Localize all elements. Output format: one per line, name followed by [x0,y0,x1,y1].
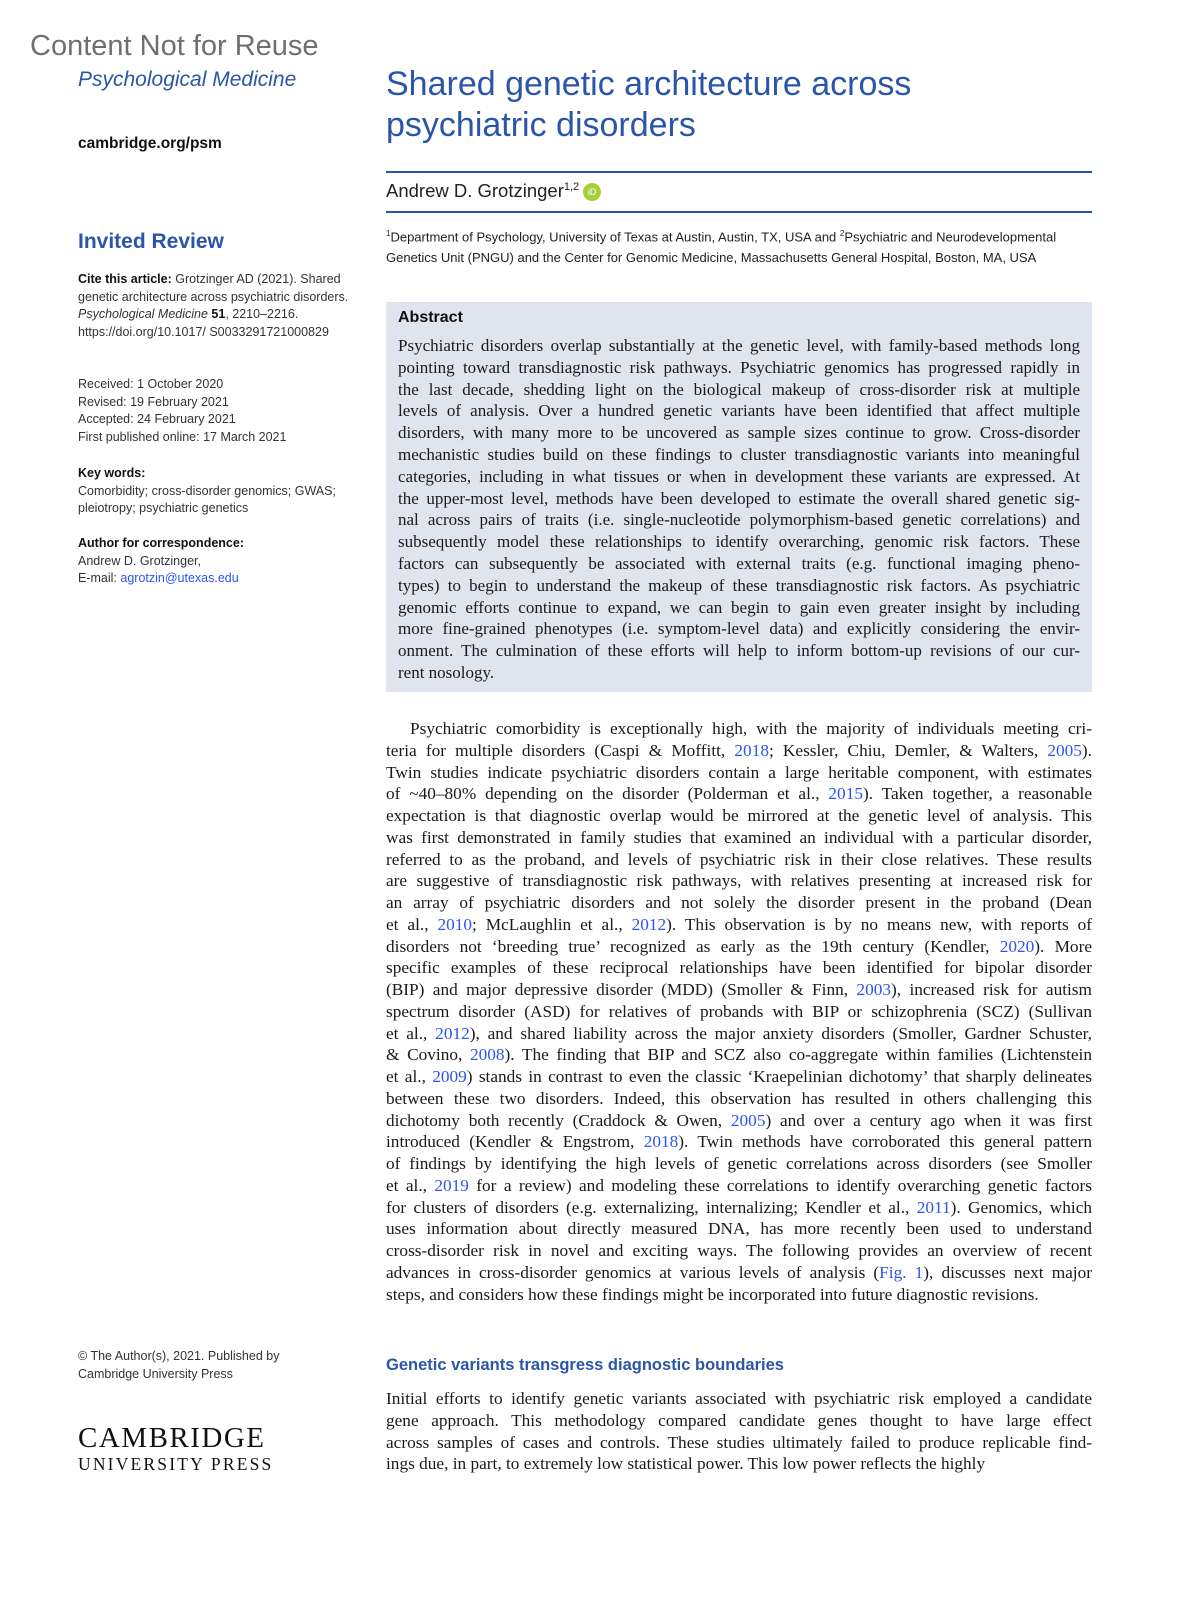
correspondence-label: Author for correspondence: [78,536,244,550]
citation-link[interactable]: 2009 [432,1067,467,1086]
text-line: onment. The culmination of these efforts will help to inform bottom-up revisions of our cur- [398,641,1080,661]
citation-link[interactable]: 2008 [469,1045,505,1065]
text-line: between these two disorders. Indeed, this observation has resulted in others challenging this [386,1088,1092,1108]
citation-link[interactable]: 2010 [437,914,473,934]
text-line: the last decade, shedding light on the biological makeup of cross-disorder risk at multiple [398,379,1080,399]
text-line: across samples of cases and controls. These studies ultimately failed to produce replicable find- [386,1432,1092,1452]
text-line: genomic efforts continue to expand, we can begin to gain even greater insight by including [398,597,1080,617]
text-line: specific examples of these reciprocal relationships have been identified for bipolar disorder [386,958,1092,978]
text-line: advances in cross-disorder genomics at various levels of analysis (Fig. 1), discusses next major [386,1262,1093,1282]
text-line: are suggestive of transdiagnostic risk pathways, with relatives presenting at increased risk for [386,871,1092,891]
text-line: Psychiatric comorbidity is exceptionally high, with the majority of individuals meeting cri- [410,719,1092,738]
cite-label: Cite this article: [78,272,172,286]
affil-2: Psychiatric and Neurodevelopmental Genetics Unit (PNGU) and the Center for Genomic Medicine, Massachusetts General Hospital, Boston, MA, USA [386,229,1057,265]
citation-link[interactable]: 2012 [435,1023,470,1043]
journal-name: Psychological Medicine [78,68,297,91]
email-label: E-mail: [78,571,121,585]
text-line: subsequently model these relationships to identify overarching, genomic risk factors. These [398,532,1080,552]
text-line: & Covino, 2008). The finding that BIP and SCZ also co-aggregate within families (Lichtenstein [386,1045,1092,1065]
affiliations [386,224,1092,268]
author [386,180,601,202]
published-date: First published online: 17 March 2021 [78,429,287,444]
text-line: of ~40–80% depending on the disorder (Polderman et al., 2015). Taken together, a reasonable [386,784,1092,804]
citation [78,271,363,341]
text-line: referred to as the proband, and levels of psychiatric risk in their close relatives. These results [386,849,1092,869]
citation-link[interactable]: 2005 [730,1110,766,1130]
title-line: Shared genetic architecture across [386,65,912,103]
text-line: categories, including in what tissues or when in development these variants are expressed. At [398,466,1080,486]
text-line: (BIP) and major depressive disorder (MDD) (Smoller & Finn, 2003), increased risk for autism [386,980,1092,999]
text-line: levels of analysis. Over a hundred genetic variants have been identified that affect multiple [398,401,1080,421]
accepted-date: Accepted: 24 February 2021 [78,412,236,426]
affil-sup: 1 [386,229,391,238]
text-line: steps, and considers how these findings might be incorporated into future diagnostic revisions. [386,1284,1039,1304]
text-line: the upper-most level, methods have been developed to estimate the overall shared genetic sig- [398,488,1080,508]
publisher-logo [78,1422,273,1475]
author-name[interactable]: Andrew D. Grotzinger [386,180,564,201]
citation-link[interactable]: 2018 [643,1132,679,1152]
text-line: Initial efforts to identify genetic variants associated with psychiatric risk employed a candidate [386,1389,1092,1408]
cite-text: Grotzinger AD (2021). Shared genetic architecture across psychiatric disorders. [78,272,349,304]
text-line: nal across pairs of traits (i.e. single-nucleotide polymorphism-based genetic correlations) and [398,510,1080,530]
text-line: introduced (Kendler & Engstrom, 2018). Twin methods have corroborated this general pattern [386,1132,1092,1152]
keywords-text: Comorbidity; cross-disorder genomics; GWAS; pleiotropy; psychiatric genetics [78,483,336,515]
citation-link[interactable]: 2019 [434,1175,469,1195]
revised-date: Revised: 19 February 2021 [78,394,229,409]
citation-link[interactable]: 2003 [856,980,891,999]
body-text [386,718,1092,1305]
text-line: disorders, with many more to be uncovered as sample sizes continue to grow. Cross-disorder [398,423,1080,443]
keywords-label: Key words: [78,466,146,480]
abstract-text [398,335,1080,684]
author-affil-sup: 1,2 [563,180,580,193]
text-line: mechanistic studies build on these findings to cluster transdiagnostic variants into meaningful [398,444,1080,464]
received-date: Received: 1 October 2020 [78,377,224,391]
citation-link[interactable]: Fig. 1 [879,1262,924,1282]
text-line: for clusters of disorders (e.g. externalizing, internalizing; Kendler et al., 2011). Genomics, which [386,1197,1093,1217]
text-line: Twin studies indicate psychiatric disorders contain a large heritable component, with estimates [386,762,1092,782]
text-line: et al., 2009) stands in contrast to even the classic ‘Kraepelinian dichotomy’ that sharply delineates [386,1067,1093,1086]
orcid-icon[interactable]: iD [583,183,601,201]
logo-line: UNIVERSITY PRESS [78,1454,274,1474]
text-line: cross-disorder risk in novel and exciting ways. The following provides an overview of recent [386,1241,1092,1260]
keywords [78,465,363,518]
text-line: factors can subsequently be associated with external traits (e.g. functional imaging pheno- [398,553,1080,573]
text-line: spectrum disorder (ASD) for relatives of probands with BIP or schizophrenia (SCZ) (Sullivan [386,1001,1092,1021]
article-type: Invited Review [78,230,224,253]
citation-link[interactable]: 2020 [999,936,1035,956]
journal-site[interactable]: cambridge.org/psm [78,135,222,152]
text-line: et al., 2012), and shared liability across the major anxiety disorders (Smoller, Gardner Schuster, [386,1023,1092,1043]
section-text [386,1388,1092,1475]
citation-link[interactable]: 2005 [1047,740,1082,760]
cite-journal: Psychological Medicine [78,307,208,321]
email-link[interactable]: agrotzin@utexas.edu [120,571,239,585]
text-line: et al., 2010; McLaughlin et al., 2012). This observation is by no means new, with reports of [386,914,1093,934]
divider [386,171,1092,173]
text-line: ings due, in part, to extremely low statistical power. This low power reflects the highly [386,1454,986,1474]
text-line: of findings by identifying the high levels of genetic correlations across disorders (see Smoller [386,1154,1092,1173]
text-line: gene approach. This methodology compared candidate genes thought to have large effect [386,1410,1092,1430]
text-line: pointing toward transdiagnostic risk pathways. Psychiatric genomics has progressed rapidly in [398,357,1080,377]
article-title [386,64,1086,146]
dates [78,376,363,446]
text-line: rent nosology. [398,662,495,682]
title-line: psychiatric disorders [386,106,696,144]
citation-link[interactable]: 2015 [828,784,863,804]
abstract-heading: Abstract [398,309,463,326]
watermark: Content Not for Reuse [30,30,319,62]
text-line: teria for multiple disorders (Caspi & Moffitt, 2018; Kessler, Chiu, Demler, & Walters, 2005). [386,740,1092,760]
text-line: et al., 2019 for a review) and modeling these correlations to identify overarching genetic factors [386,1175,1092,1195]
text-line: Psychiatric disorders overlap substantially at the genetic level, with family-based methods long [398,336,1080,355]
text-line: types) to begin to understand the makeup of these transdiagnostic risk factors. As psychiatric [398,575,1080,595]
text-line: dichotomy both recently (Craddock & Owen, 2005) and over a century ago when it was first [386,1110,1092,1130]
citation-link[interactable]: 2012 [631,914,667,934]
affil-sup: 2 [839,229,845,238]
email-line [78,570,363,588]
text-line: more fine-grained phenotypes (i.e. symptom-level data) and explicitly considering the envir- [398,619,1080,639]
correspondence-name: Andrew D. Grotzinger, [78,553,201,568]
correspondence [78,535,363,588]
citation-link[interactable]: 2018 [734,740,769,760]
section-heading: Genetic variants transgress diagnostic boundaries [386,1356,784,1374]
text-line: uses information about directly measured DNA, has more recently been used to understand [386,1219,1092,1239]
divider [386,211,1092,213]
logo-line: CAMBRIDGE [78,1422,266,1454]
copyright-line: © The Author(s), 2021. Published by [78,1349,280,1363]
cite-doi: , 2210–2216. https://doi.org/10.1017/ S0033291721000829 [78,307,329,339]
copyright [78,1347,279,1383]
copyright-line: Cambridge University Press [78,1367,233,1381]
text-line: expectation is that diagnostic overlap would be mirrored at the genetic level of analysis. This [386,806,1092,825]
affil-1: Department of Psychology, University of Texas at Austin, Austin, TX, USA and [390,229,840,245]
text-line: an array of psychiatric disorders and not solely the disorder present in the proband (Dean [386,893,1092,912]
text-line: was first demonstrated in family studies that examined an individual with a particular disorder, [386,827,1092,847]
text-line: disorders not ‘breeding true’ recognized as early as the 19th century (Kendler, 2020). More [386,936,1092,956]
cite-volume: 51 [207,307,226,321]
citation-link[interactable]: 2011 [916,1197,951,1217]
